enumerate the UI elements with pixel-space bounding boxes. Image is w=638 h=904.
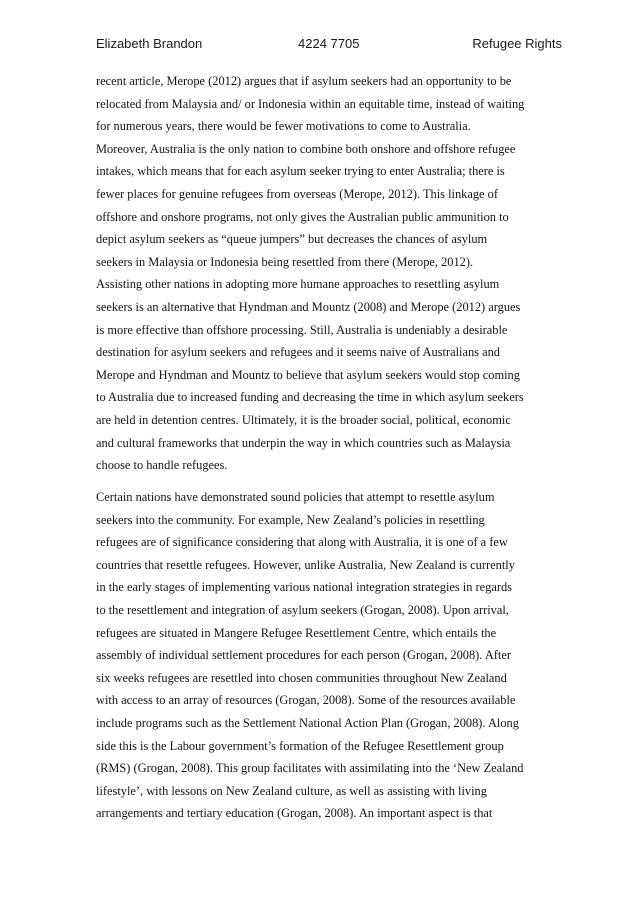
paragraph-1 (96, 70, 546, 477)
text-line: (RMS) (Grogan, 2008). This group facilitates with assimilating into the ‘New Zealand (96, 761, 524, 776)
text-line: recent article, Merope (2012) argues that if asylum seekers had an opportunity to be (96, 74, 512, 88)
text-line: include programs such as the Settlement National Action Plan (Grogan, 2008). Along (96, 715, 519, 730)
text-line: depict asylum seekers as “queue jumpers” but decreases the chances of asylum (96, 232, 488, 247)
text-line: destination for asylum seekers and refugees and it seems naive of Australians and (96, 345, 500, 360)
text-line: in the early stages of implementing various national integration strategies in regards (96, 580, 512, 595)
text-line: Certain nations have demonstrated sound policies that attempt to resettle asylum (96, 490, 495, 504)
text-line: with access to an array of resources (Grogan, 2008). Some of the resources available (96, 693, 516, 708)
text-line: and cultural frameworks that underpin the way in which countries such as Malaysia (96, 435, 511, 450)
text-line: lifestyle’, with lessons on New Zealand culture, as well as assisting with living (96, 783, 487, 798)
text-line: side this is the Labour government’s formation of the Refugee Resettlement group (96, 738, 504, 753)
text-line: arrangements and tertiary education (Grogan, 2008). An important aspect is that (96, 806, 493, 821)
text-line: intakes, which means that for each asylum seeker trying to enter Australia; there is (96, 164, 505, 179)
text-line: to the resettlement and integration of asylum seekers (Grogan, 2008). Upon arrival, (96, 602, 509, 617)
text-line: Merope and Hyndman and Mountz to believe that asylum seekers would stop coming (96, 367, 520, 382)
text-line: offshore and onshore programs, not only gives the Australian public ammunition to (96, 209, 509, 224)
text-line: seekers is an alternative that Hyndman and Mountz (2008) and Merope (2012) argues (96, 299, 521, 314)
header-title: Refugee Rights (472, 36, 562, 51)
text-line: seekers into the community. For example, New Zealand’s policies in resettling (96, 512, 485, 527)
text-line: seekers in Malaysia or Indonesia being resettled from there (Merope, 2012). (96, 254, 474, 269)
text-line: countries that resettle refugees. However, unlike Australia, New Zealand is currently (96, 557, 515, 572)
paragraph-2 (96, 486, 546, 825)
text-line: to Australia due to increased funding and decreasing the time in which asylum seekers (96, 390, 524, 405)
text-line: fewer places for genuine refugees from overseas (Merope, 2012). This linkage of (96, 186, 498, 201)
text-line: is more effective than offshore processing. Still, Australia is undeniably a desirable (96, 322, 508, 337)
text-line: relocated from Malaysia and/ or Indonesia within an equitable time, instead of waiting (96, 96, 525, 111)
text-line: six weeks refugees are resettled into chosen communities throughout New Zealand (96, 670, 507, 685)
text-line: are held in detention centres. Ultimately, it is the broader social, political, economic (96, 412, 511, 427)
text-line: for numerous years, there would be fewer motivations to come to Australia. (96, 119, 471, 134)
page-header (96, 36, 566, 58)
text-line: assembly of individual settlement procedures for each person (Grogan, 2008). After (96, 648, 511, 663)
header-author: Elizabeth Brandon (96, 36, 203, 51)
text-line: refugees are situated in Mangere Refugee Resettlement Centre, which entails the (96, 625, 497, 640)
text-line: Moreover, Australia is the only nation to combine both onshore and offshore refugee (96, 141, 516, 156)
text-line: Assisting other nations in adopting more humane approaches to resettling asylum (96, 277, 500, 292)
header-student-number: 4224 7705 (298, 36, 360, 51)
text-line: choose to handle refugees. (96, 458, 228, 473)
text-line: refugees are of significance considering that along with Australia, it is one of a few (96, 535, 508, 550)
